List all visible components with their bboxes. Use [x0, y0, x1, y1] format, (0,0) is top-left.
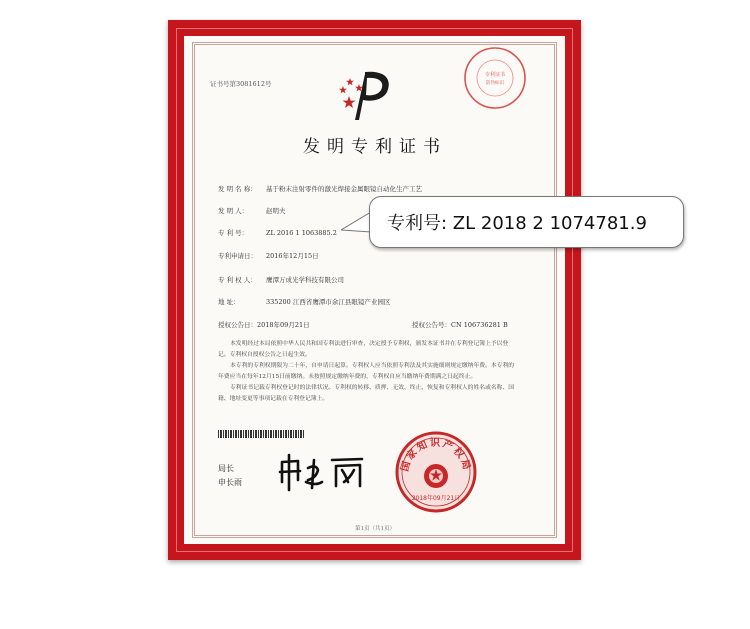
- body-paragraph: 本专利的专利权期限为二十年，自申请日起算。专利权人应当依照专利法及其实施细则规定缴纳年费。本专利的年费应当在每年12月15日前缴纳。未按照规定缴纳年费的，专利权自应当缴纳年费期满之日起终止。: [218, 363, 515, 380]
- svg-text:防伪标识: 防伪标识: [486, 81, 504, 86]
- field-label: 专 利 号：: [218, 229, 249, 237]
- grant-date: [218, 320, 310, 329]
- official-seal: [394, 430, 478, 514]
- field-invention-name: [218, 184, 422, 193]
- patent-office-logo: [335, 66, 415, 126]
- grant-date-value: 2018年09月21日: [257, 321, 310, 329]
- field-label: 地 址：: [218, 298, 240, 306]
- field-address: [218, 297, 390, 306]
- field-value: ZL 2016 1 1063885.2: [266, 229, 337, 237]
- grant-number-label: 授权公告号：: [412, 321, 451, 329]
- corner-stamp: [462, 45, 528, 111]
- body-paragraph: 专利证书记载专利权登记时的法律状况。专利权的转移、质押、无效、终止、恢复和专利权人的姓名或名称、国籍、地址变更等事项记载在专利登记簿上。: [218, 385, 515, 402]
- field-application-date: [218, 251, 319, 260]
- field-patent-number: [218, 228, 337, 237]
- director-name: 申长雨: [218, 478, 242, 487]
- grant-date-label: 授权公告日：: [218, 321, 257, 329]
- field-value: 2016年12月15日: [266, 252, 319, 260]
- grant-number: [412, 320, 508, 329]
- field-value: 基于粉末注射零件的激光焊接金属眼镜自动化生产工艺: [266, 185, 422, 193]
- seal-date: 2018年09月21日: [411, 495, 461, 502]
- certificate-body-text: [218, 339, 518, 405]
- svg-text:专利证书: 专利证书: [484, 72, 506, 78]
- callout-text: 专利号: ZL 2018 2 1074781.9: [387, 213, 647, 234]
- field-value: 鹰潭万成光学科技有限公司: [266, 276, 344, 284]
- page-footer: 第1页（共1页）: [355, 526, 395, 532]
- body-paragraph: 本发明经过本局依照中华人民共和国专利法进行审查，决定授予专利权，颁发本证书并在专利登记簿上予以登记。专利权自授权公告之日起生效。: [218, 341, 509, 358]
- director-signature: [276, 452, 368, 494]
- certificate-number: 证书号第3081612号: [210, 80, 272, 88]
- field-value: 赵明夫: [266, 207, 286, 215]
- field-inventor: [218, 206, 286, 215]
- certificate-title: 发明专利证书: [303, 137, 447, 157]
- field-label: 发 明 人：: [218, 207, 249, 215]
- field-label: 发 明 名 称：: [218, 185, 257, 193]
- field-patentee: [218, 275, 344, 284]
- grant-number-value: CN 106736281 B: [451, 321, 508, 329]
- field-label: 专 利 权 人：: [218, 276, 257, 284]
- seal-top-text: 国家知识产权局: [399, 438, 473, 473]
- field-value: 335200 江西省鹰潭市余江县眼镜产业园区: [266, 298, 391, 306]
- barcode: [218, 430, 304, 438]
- field-label: 专利申请日：: [218, 252, 257, 260]
- director-title: 局长: [218, 464, 234, 473]
